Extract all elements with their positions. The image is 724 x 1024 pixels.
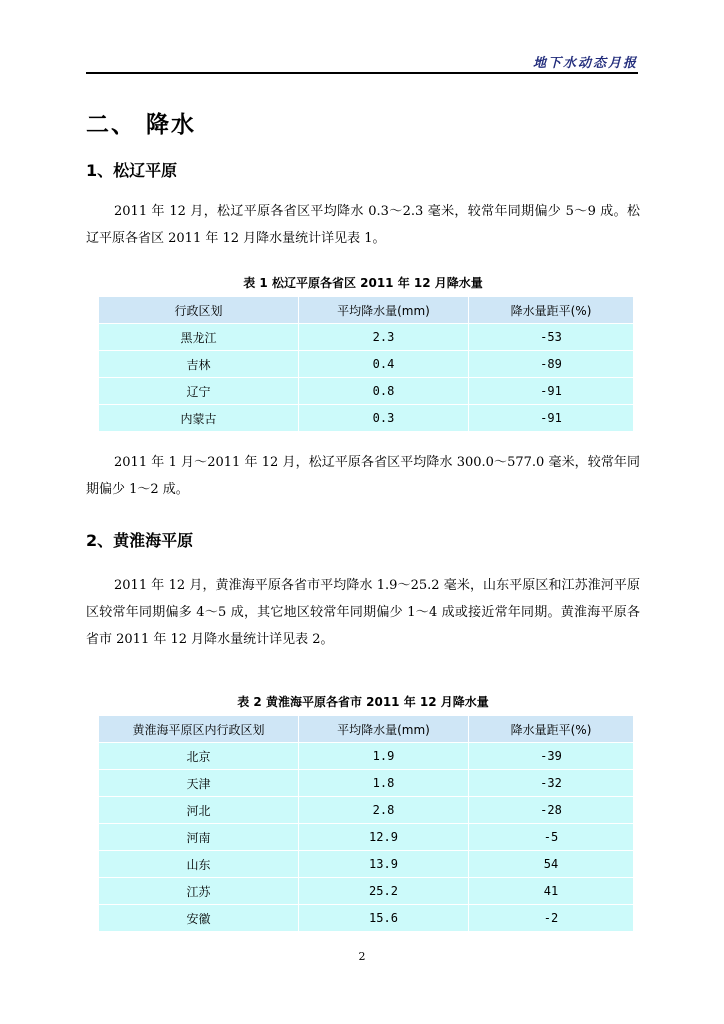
table-cell-anomaly: 54: [469, 851, 634, 878]
table-cell-precip: 0.4: [299, 351, 469, 378]
report-header-title: 地下水动态月报: [532, 56, 638, 71]
table-cell-region: 吉林: [99, 351, 299, 378]
table-row: [99, 905, 634, 932]
page-number: 2: [358, 950, 366, 963]
table-row: [99, 824, 634, 851]
table-cell-anomaly: -2: [469, 905, 634, 932]
section-title: 二、 降水: [86, 112, 197, 138]
table-cell-region: 山东: [99, 851, 299, 878]
table2-header-region: 黄淮海平原区内行政区划: [99, 716, 299, 743]
table1: [98, 296, 634, 432]
table-cell-anomaly: -91: [469, 405, 634, 432]
table-cell-region: 黑龙江: [99, 324, 299, 351]
table-cell-precip: 1.8: [299, 770, 469, 797]
table-cell-anomaly: -53: [469, 324, 634, 351]
table2-header-anomaly: 降水量距平(%): [469, 716, 634, 743]
table-cell-precip: 15.6: [299, 905, 469, 932]
table-row: [99, 743, 634, 770]
table-cell-region: 天津: [99, 770, 299, 797]
table-cell-region: 安徽: [99, 905, 299, 932]
table2-header-precip: 平均降水量(mm): [299, 716, 469, 743]
table-cell-region: 河南: [99, 824, 299, 851]
subsection-heading-huanghuaihai: 2、黄淮海平原: [86, 531, 194, 550]
table-row: [99, 770, 634, 797]
table-cell-anomaly: -28: [469, 797, 634, 824]
table-cell-precip: 1.9: [299, 743, 469, 770]
table-cell-anomaly: -91: [469, 378, 634, 405]
table-cell-anomaly: -89: [469, 351, 634, 378]
songliao-paragraph-1: 2011 年 12 月，松辽平原各省区平均降水 0.3～2.3 毫米，较常年同期偏少 5～9 成。松辽平原各省区 2011 年 12 月降水量统计详见表 1。: [86, 204, 640, 246]
table-row: [99, 351, 634, 378]
table-cell-anomaly: -32: [469, 770, 634, 797]
table-cell-anomaly: -39: [469, 743, 634, 770]
table-cell-precip: 25.2: [299, 878, 469, 905]
table-row: [99, 378, 634, 405]
table2-header-row: [99, 716, 634, 743]
table-row: [99, 797, 634, 824]
table2: [98, 715, 634, 932]
table-cell-region: 河北: [99, 797, 299, 824]
subsection-heading-songliao: 1、松辽平原: [86, 161, 178, 180]
table-cell-precip: 13.9: [299, 851, 469, 878]
table1-header-row: [99, 297, 634, 324]
table-row: [99, 324, 634, 351]
table-cell-region: 北京: [99, 743, 299, 770]
table-cell-anomaly: 41: [469, 878, 634, 905]
songliao-paragraph-2: 2011 年 1 月～2011 年 12 月，松辽平原各省区平均降水 300.0～577.0 毫米，较常年同期偏少 1～2 成。: [86, 455, 640, 497]
table-cell-precip: 2.8: [299, 797, 469, 824]
huanghuaihai-paragraph-1: 2011 年 12 月，黄淮海平原各省市平均降水 1.9～25.2 毫米，山东平原区和江苏淮河平原区较常年同期偏多 4～5 成，其它地区较常年同期偏少 1～4 成或接近常年同期。黄淮海平原各省市 2011 年 12 月降水量统计详见表 2。: [86, 578, 640, 647]
table-cell-region: 辽宁: [99, 378, 299, 405]
table-cell-anomaly: -5: [469, 824, 634, 851]
table-row: [99, 851, 634, 878]
table-cell-precip: 2.3: [299, 324, 469, 351]
table-row: [99, 878, 634, 905]
table-cell-precip: 0.8: [299, 378, 469, 405]
table-cell-precip: 12.9: [299, 824, 469, 851]
table-cell-region: 内蒙古: [99, 405, 299, 432]
table-cell-precip: 0.3: [299, 405, 469, 432]
table2-caption: 表 2 黄淮海平原各省市 2011 年 12 月降水量: [237, 695, 489, 709]
table1-header-precip: 平均降水量(mm): [299, 297, 469, 324]
table1-header-region: 行政区划: [99, 297, 299, 324]
table1-header-anomaly: 降水量距平(%): [469, 297, 634, 324]
table-cell-region: 江苏: [99, 878, 299, 905]
header-divider: [86, 72, 638, 74]
table1-caption: 表 1 松辽平原各省区 2011 年 12 月降水量: [243, 276, 483, 290]
table-row: [99, 405, 634, 432]
